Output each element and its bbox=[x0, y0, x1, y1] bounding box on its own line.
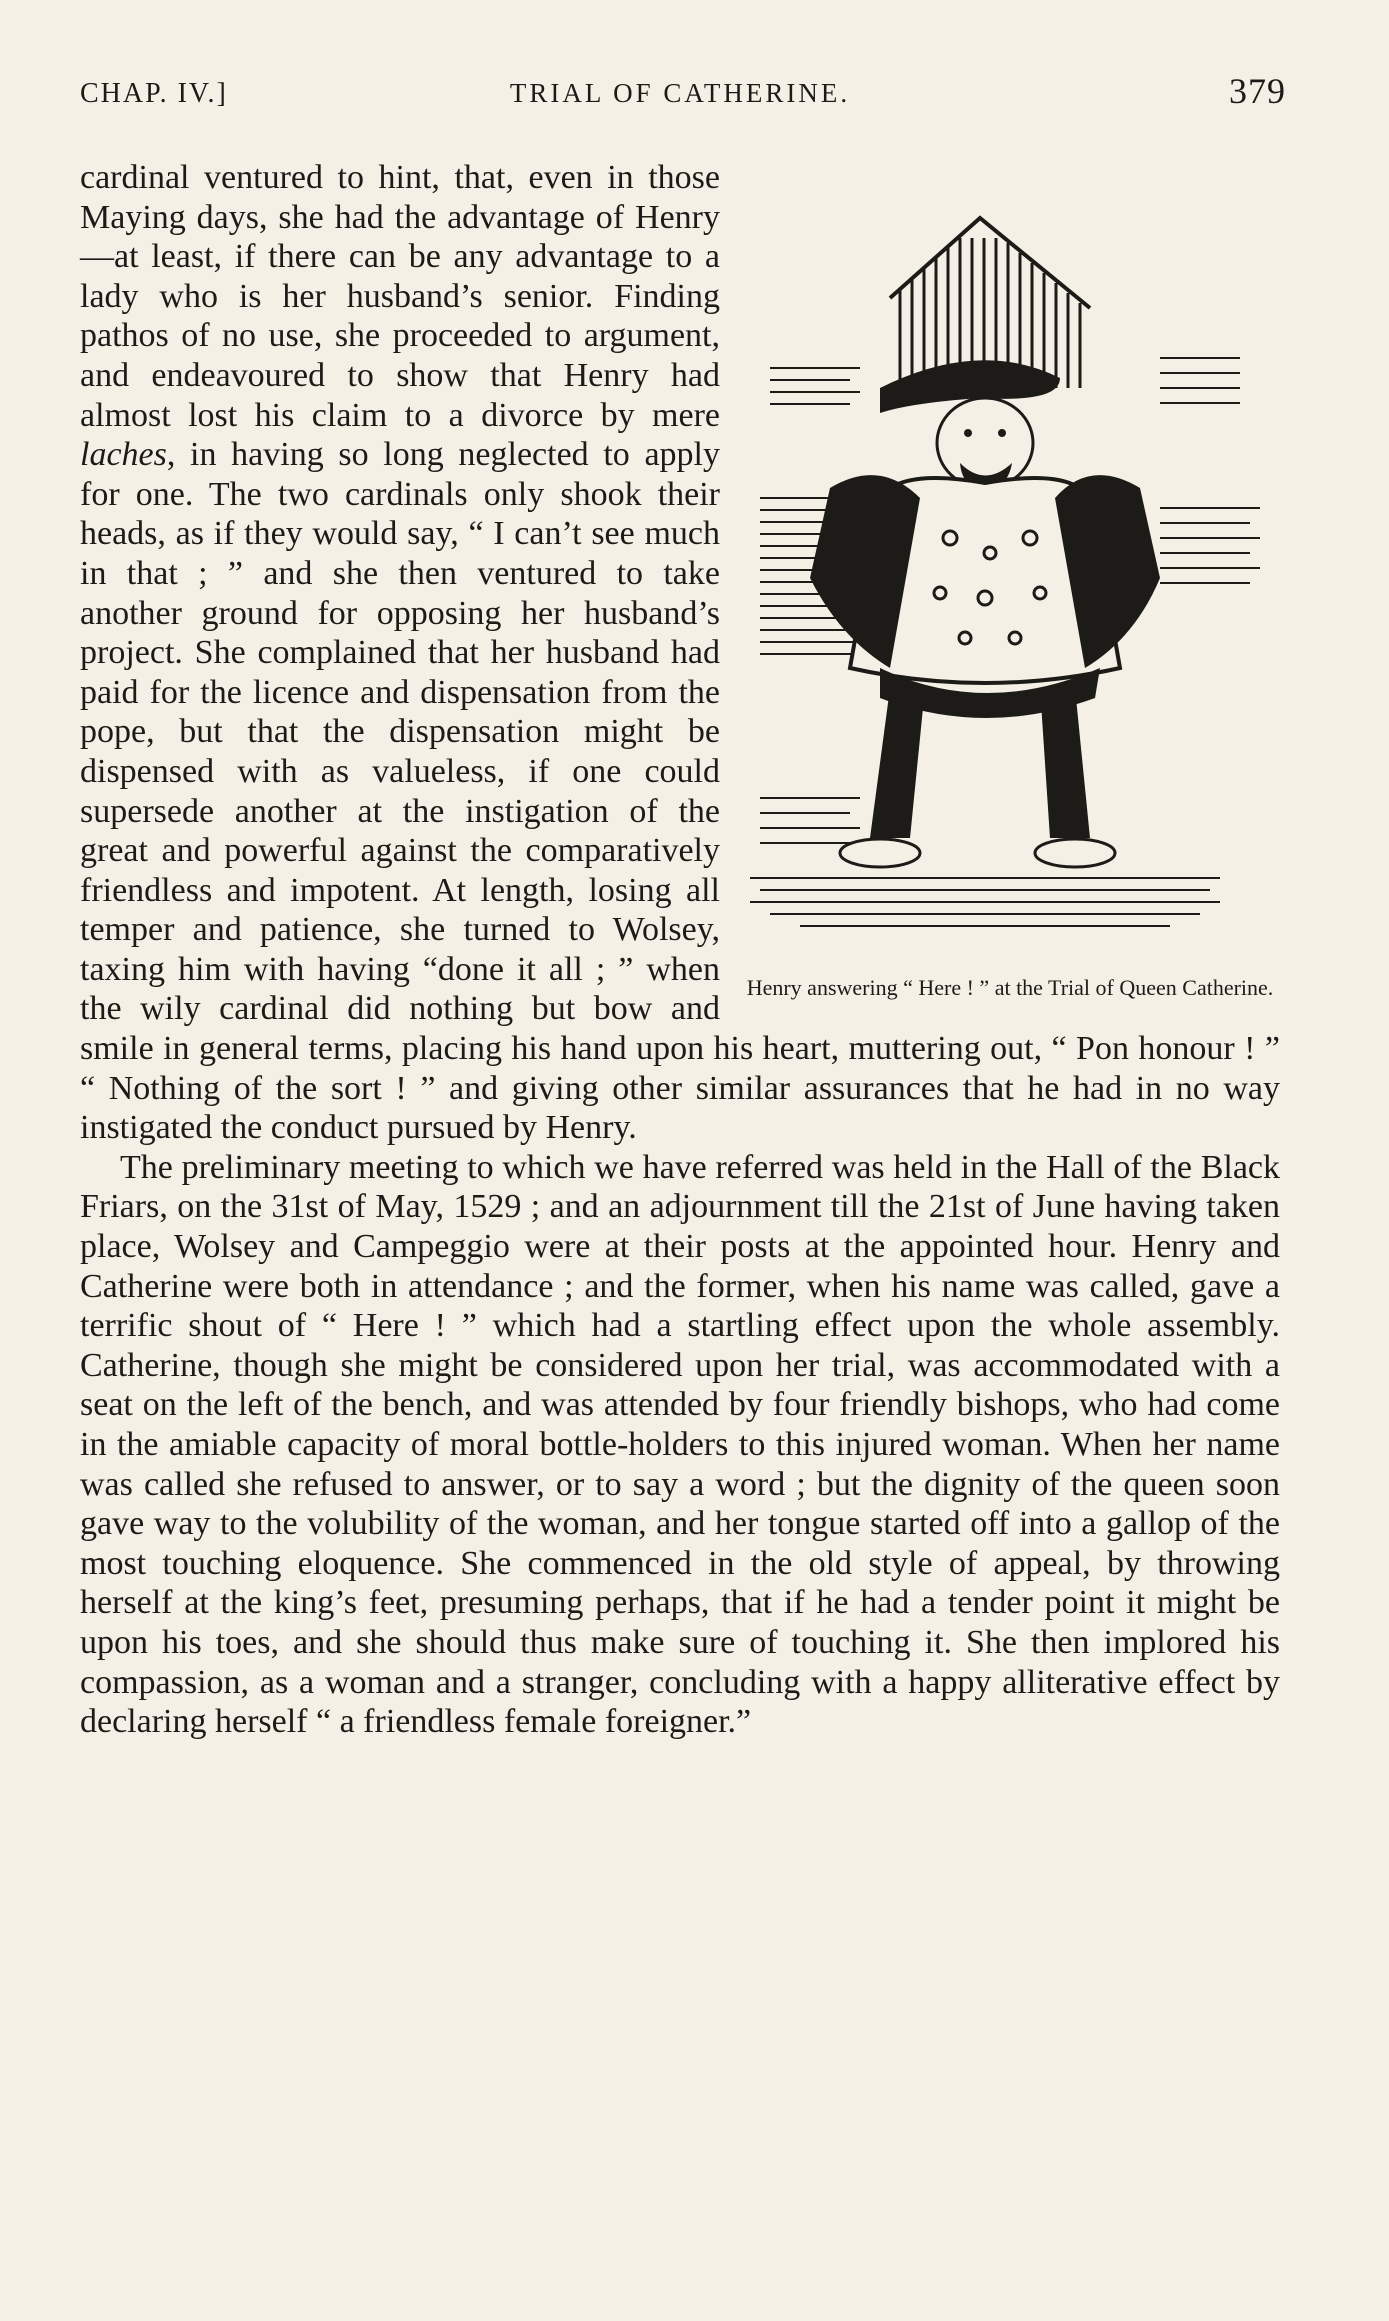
chapter-label: CHAP. IV.] bbox=[80, 78, 228, 109]
paragraph-2: The preliminary meeting to which we have referred was held in the Hall of the Black Friars, on the 31st of May, 1529 ; and an adjournment till the 21st of June having taken place, Wolsey and Campeggio were at their posts at the appointed hour. Henry and Catherine were both in attendance ; and the former, when his name was called, gave a terrific shout of “ Here ! ” which had a startling effect upon the whole assembly. Catherine, though she might be considered upon her trial, was accommodated with a seat on the left of the bench, and was attended by four friendly bishops, who had come in the amiable capacity of moral bottle-holders to this injured woman. When her name was called she refused to answer, or to say a word ; but the dignity of the queen soon gave way to the volubility of the woman, and her tongue started off into a gallop of the most touching eloquence. She commenced in the old style of appeal, by throwing herself at the king’s feet, presuming perhaps, that if he had a tender point it might be upon his toes, and she should thus make sure of touching it. She then implored his compassion, as a woman and a stranger, concluding with a happy alliterative effect by declaring herself “ a friendless female foreigner.” bbox=[80, 1148, 1280, 1741]
paragraph-1-italic: laches bbox=[80, 436, 167, 474]
running-head bbox=[80, 70, 1286, 120]
henry-engraving-illustration bbox=[740, 198, 1280, 968]
body-text bbox=[80, 158, 1280, 1742]
figure-caption: Henry answering “ Here ! ” at the Trial of Queen Catherine. bbox=[746, 975, 1274, 1000]
paragraph-1-text-a: cardinal ventured to hint, that, even in those Maying days, she had the advantage of Henry—at least, if there can be any advantage to a lady who is her husband’s senior. Finding pathos of no use, she proceeded to argument, and endeavoured to show that Henry had almost lost his claim to a divorce by mere bbox=[80, 159, 720, 434]
page-number: 379 bbox=[1229, 71, 1286, 111]
illustration-figure bbox=[740, 158, 1280, 1028]
paragraph-1-text-b: , in having so long neglected to apply for one. The two cardinals only shook their heads, as if they would say, “ I can’t see much in that ; ” and she then ventured to take another ground for opposing her husband’s project. She complained that her husband had paid for the licence and dispensation from the pope, but that the dispensation might be dispensed with as valueless, if one could supersede another at the instigation of the great and powerful against the comparatively friendless and impotent. At length, losing all temper and patience, she turned to Wolsey, taxing him with having “done it all ; ” when the wily cardinal did nothing but bow and smile in general terms, placing his hand upon his heart, muttering out, “ Pon honour ! ” “ Nothing of the sort ! ” and giving other similar assurances that he had in no way instigated the conduct pursued by Henry. bbox=[80, 436, 1280, 1147]
page-title: TRIAL OF CATHERINE. bbox=[509, 78, 851, 108]
